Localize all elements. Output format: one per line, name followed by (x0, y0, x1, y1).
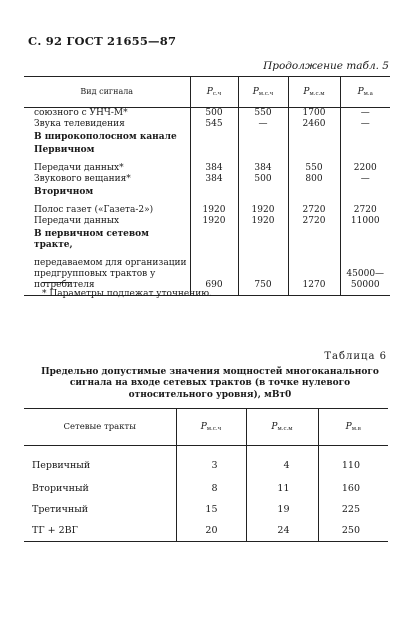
row-label: Передачи данных* (34, 162, 124, 173)
section-row (24, 185, 390, 198)
table-header-row (24, 409, 388, 446)
section-row (24, 143, 390, 156)
table-6-caption: Предельно допустимые значения мощностей многоканального сигнала на входе сетевых трактов (в точке нулевого относительного уровня), мВт0 (41, 367, 379, 400)
value-cell: 384 (190, 163, 238, 174)
spacer-cell (24, 156, 190, 163)
empty-cell (288, 143, 340, 156)
column-header-signal-type: Вид сигнала (24, 77, 190, 108)
value-cell: 11000 (340, 216, 390, 227)
value-cell: 384 (190, 174, 238, 185)
value-cell: 8 (176, 478, 246, 499)
value-cell: 2720 (288, 205, 340, 216)
value-cell: 1920 (190, 205, 238, 216)
empty-cell (190, 185, 238, 198)
column-header-p-msm: $P_{м.с.м}$ (246, 409, 318, 446)
signal-power-table-continued (24, 76, 390, 296)
spacer-cell (190, 198, 238, 205)
section-heading: В первичном сетевом тракте, (34, 228, 149, 250)
value-cell: — (340, 174, 390, 185)
table-continuation-label: Продолжение табл. 5 (263, 60, 389, 72)
value-cell: 45000—50000 (340, 258, 390, 295)
value-cell: 1920 (190, 216, 238, 227)
table-row (24, 520, 388, 542)
value-cell: 15 (176, 499, 246, 520)
table-row (24, 478, 388, 499)
table-6-title: Таблица 6 (324, 351, 387, 362)
value-cell: 11 (246, 478, 318, 499)
table-body (24, 108, 390, 296)
spacer-row (24, 198, 390, 205)
row-label: Передачи данных (34, 215, 120, 226)
value-cell: 690 (190, 258, 238, 295)
value-cell: 1920 (238, 216, 288, 227)
column-header-p-msm: $P_{м.с.м}$ (288, 77, 340, 108)
empty-cell (288, 130, 340, 143)
row-label: ТГ + 2ВГ (24, 520, 176, 542)
table-row (24, 205, 390, 216)
empty-cell (238, 130, 288, 143)
value-cell: 1920 (238, 205, 288, 216)
page-header: С. 92 ГОСТ 21655—87 (28, 34, 177, 48)
empty-cell (238, 143, 288, 156)
row-label: союзного с УНЧ-М* (34, 108, 128, 118)
row-label: Звукового вещания* (34, 173, 131, 184)
value-cell: 1700 (288, 108, 340, 119)
spacer-cell (190, 251, 238, 258)
value-cell: 1270 (288, 258, 340, 295)
spacer-cell (340, 198, 390, 205)
value-cell: — (340, 119, 390, 130)
value-cell: 2720 (340, 205, 390, 216)
section-row (24, 130, 390, 143)
table-row (24, 119, 390, 130)
value-cell: 20 (176, 520, 246, 542)
value-cell: 225 (318, 499, 388, 520)
spacer-cell (340, 251, 390, 258)
table-row (24, 446, 388, 479)
empty-cell (288, 185, 340, 198)
value-cell: — (238, 119, 288, 130)
value-cell: 160 (318, 478, 388, 499)
spacer-row (24, 156, 390, 163)
value-cell: — (340, 108, 390, 119)
spacer-row (24, 251, 390, 258)
column-header-p-mv: $P_{м.в}$ (318, 409, 388, 446)
table-row (24, 108, 390, 119)
spacer-cell (24, 251, 190, 258)
column-header-p-ma: $P_{м.а}$ (340, 77, 390, 108)
section-heading: Вторичном (34, 186, 94, 197)
empty-cell (288, 227, 340, 251)
table-header-row (24, 77, 390, 108)
footnote-rule (42, 282, 72, 283)
empty-cell (238, 227, 288, 251)
spacer-cell (238, 156, 288, 163)
value-cell: 110 (318, 446, 388, 479)
value-cell: 2200 (340, 163, 390, 174)
value-cell: 250 (318, 520, 388, 542)
row-label: передаваемом для организации предгрупповых трактов у потребителя (24, 258, 190, 295)
table-row (24, 499, 388, 520)
spacer-cell (238, 251, 288, 258)
value-cell: 750 (238, 258, 288, 295)
table-row (24, 163, 390, 174)
spacer-cell (288, 156, 340, 163)
empty-cell (190, 143, 238, 156)
footnote: * Параметры подлежат уточнению. (42, 289, 212, 299)
empty-cell (238, 185, 288, 198)
table-row (24, 216, 390, 227)
section-heading: В широкополосном канале (34, 131, 177, 142)
value-cell: 19 (246, 499, 318, 520)
value-cell: 3 (176, 446, 246, 479)
section-row (24, 227, 390, 251)
value-cell: 4 (246, 446, 318, 479)
value-cell: 550 (288, 163, 340, 174)
column-header-network-paths: Сетевые тракты (24, 409, 176, 446)
table-body (24, 446, 388, 542)
value-cell: 384 (238, 163, 288, 174)
empty-cell (190, 130, 238, 143)
value-cell: 500 (190, 108, 238, 119)
empty-cell (340, 130, 390, 143)
value-cell: 24 (246, 520, 318, 542)
column-header-p-msch: $P_{м.с.ч}$ (238, 77, 288, 108)
empty-cell (340, 227, 390, 251)
column-header-p-msch: $P_{м.с.ч}$ (176, 409, 246, 446)
table-row (24, 174, 390, 185)
row-label: Полос газет («Газета-2») (34, 204, 154, 215)
empty-cell (340, 143, 390, 156)
column-header-p-sch: $P_{с.ч}$ (190, 77, 238, 108)
spacer-cell (190, 156, 238, 163)
value-cell: 500 (238, 174, 288, 185)
value-cell: 2460 (288, 119, 340, 130)
spacer-cell (340, 156, 390, 163)
max-power-table (24, 408, 388, 542)
section-heading: Первичном (34, 144, 95, 155)
empty-cell (190, 227, 238, 251)
row-label: Вторичный (32, 482, 89, 494)
value-cell: 545 (190, 119, 238, 130)
empty-cell (340, 185, 390, 198)
spacer-cell (24, 198, 190, 205)
row-label: Звука телевидения (34, 118, 125, 129)
spacer-cell (288, 198, 340, 205)
row-label: Первичный (32, 460, 91, 472)
row-label: Третичный (32, 503, 89, 515)
value-cell: 550 (238, 108, 288, 119)
value-cell: 800 (288, 174, 340, 185)
spacer-cell (238, 198, 288, 205)
value-cell: 2720 (288, 216, 340, 227)
spacer-cell (288, 251, 340, 258)
